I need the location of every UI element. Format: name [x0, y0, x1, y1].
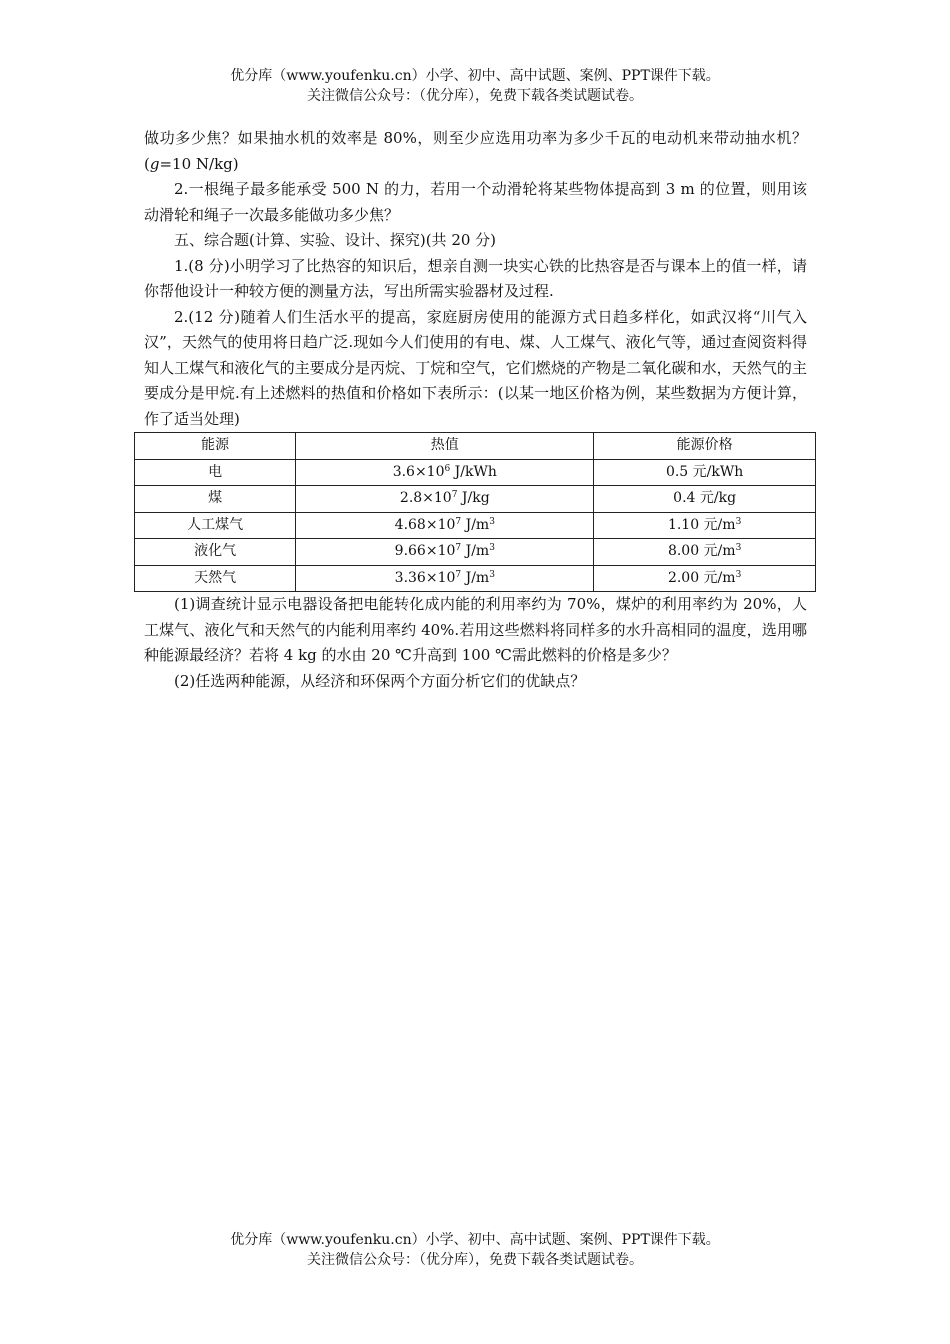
footer-line-1: 优分库（www.youfenku.cn）小学、初中、高中试题、案例、PPT课件下载。 [230, 1232, 720, 1248]
heat-value-cell: $3.36\times 10^7$ $J/m^3$ [296, 565, 594, 592]
energy-source-cell: 煤 [135, 486, 296, 513]
footer-line-2: 关注微信公众号：（优分库），免费下载各类试题试卷。 [307, 1252, 643, 1268]
section-five-heading: 五、综合题(计算、实验、设计、探究)(共 20 分) [174, 231, 497, 249]
energy-source-cell: 电 [135, 459, 296, 486]
page-header [0, 66, 950, 106]
table-row [135, 512, 816, 539]
price-cell: 2.00 元$/m^3$ [594, 565, 816, 592]
energy-source-cell: 天然气 [135, 565, 296, 592]
energy-source-cell: 液化气 [135, 539, 296, 566]
column-header: 能源 [135, 433, 296, 460]
column-header: 热值 [296, 433, 594, 460]
question-continuation: 做功多少焦？如果抽水机的效率是 80%，则至少应选用功率为多少千瓦的电动机来带动抽水机？(g=10 N/kg) [144, 129, 807, 173]
sub-question-1: (1)调查统计显示电器设备把电能转化成内能的利用率约为 70%，煤炉的利用率约为 20%，人工煤气、液化气和天然气的内能利用率约 40%.若用这些燃料将同样多的水升高相同的温度，选用哪种能源最经济？若将 4 kg 的水由 20 ℃升高到 100 ℃需此燃料的价格是多少？ [144, 595, 807, 664]
price-cell: 0.4 元/kg [594, 486, 816, 513]
document-body [144, 126, 807, 694]
price-cell: 0.5 元/kWh [594, 459, 816, 486]
price-cell: 8.00 元$/m^3$ [594, 539, 816, 566]
energy-table [134, 432, 816, 592]
table-row [135, 486, 816, 513]
gravity-symbol: g [149, 154, 160, 173]
price-cell: 1.10 元$/m^3$ [594, 512, 816, 539]
page-footer [0, 1230, 950, 1270]
energy-source-cell: 人工煤气 [135, 512, 296, 539]
table-header-row [135, 433, 816, 460]
question-energy-sources: 2.(12 分)随着人们生活水平的提高，家庭厨房使用的能源方式日趋多样化，如武汉将“川气入汉”，天然气的使用将日趋广泛.现如今人们使用的有电、煤、人工煤气、液化气等，通过查阅资料得知人工煤气和液化气的主要成分是丙烷、丁烷和空气，它们燃烧的产物是二氧化碳和水，天然气的主要成分是甲烷.有上述燃料的热值和价格如下表所示：(以某一地区价格为例，某些数据为方便计算，作了适当处理) [144, 307, 807, 428]
heat-value-cell: $2.8\times 10^7$ J/kg [296, 486, 594, 513]
table-row [135, 539, 816, 566]
heat-value-cell: $3.6\times 10^6$ J/kWh [296, 459, 594, 486]
header-line-2: 关注微信公众号：（优分库），免费下载各类试题试卷。 [307, 88, 643, 104]
sub-question-2: (2)任选两种能源，从经济和环保两个方面分析它们的优缺点？ [174, 671, 586, 690]
table-row [135, 565, 816, 592]
column-header: 能源价格 [594, 433, 816, 460]
heat-value-cell: $4.68\times 10^7$ $J/m^3$ [296, 512, 594, 539]
heat-value-cell: $9.66\times 10^7$ $J/m^3$ [296, 539, 594, 566]
table-row [135, 459, 816, 486]
header-line-1: 优分库（www.youfenku.cn）小学、初中、高中试题、案例、PPT课件下载。 [230, 68, 720, 84]
question-rope-pulley: 2.一根绳子最多能承受 500 N 的力，若用一个动滑轮将某些物体提高到 3 m 的位置，则用该动滑轮和绳子一次最多能做功多少焦？ [144, 180, 807, 224]
question-specific-heat: 1.(8 分)小明学习了比热容的知识后，想亲自测一块实心铁的比热容是否与课本上的值一样，请你帮他设计一种较方便的测量方法，写出所需实验器材及过程. [144, 256, 807, 300]
